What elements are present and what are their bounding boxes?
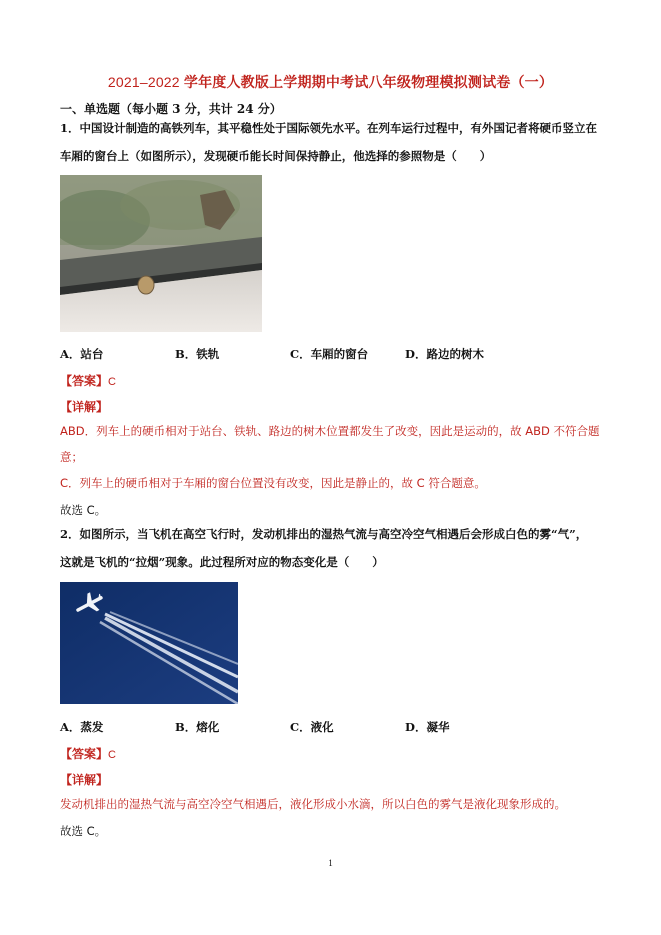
answer-label: 【答案】 [60,374,109,388]
question-1-detail-label: 【详解】 [60,400,109,414]
coin-on-windowsill-photo [60,175,262,332]
question-1-option-c: C．车厢的窗台 [290,347,369,361]
question-1-option-d: D．路边的树木 [405,347,484,361]
question-2-line2: 这就是飞机的“拉烟”现象。此过程所对应的物态变化是（ ） [60,555,384,569]
question-2-explanation [60,791,608,817]
question-2 [60,520,605,576]
explanation-line: 发动机排出的湿热气流与高空冷空气相遇后，液化形成小水滴，所以白色的雾气是液化现象形成的。 [60,797,566,811]
question-1-option-b: B．铁轨 [175,347,220,361]
question-1-image [60,175,262,332]
question-1-conclusion: 故选 C。 [60,503,107,517]
answer-value: C [108,376,116,388]
title-main: 学年度人教版上学期期中考试八年级物理模拟测试卷（一） [183,75,554,91]
answer-label: 【答案】 [60,747,109,761]
page-title [0,72,661,92]
question-1-line2: 车厢的窗台上（如图所示），发现硬币能长时间保持静止，他选择的参照物是（ ） [60,149,492,163]
explanation-line: ABD．列车上的硬币相对于站台、铁轨、路边的树木位置都发生了改变，因此是运动的，故 ABD 不符合题 [60,424,600,438]
question-2-answer [60,745,116,762]
question-1-option-a: A．站台 [60,347,104,361]
answer-value: C [108,749,116,761]
airplane-contrail-photo [60,582,238,704]
question-1-line1: 1．中国设计制造的高铁列车，其平稳性处于国际领先水平。在列车运行过程中，有外国记者将硬币竖立在 [60,121,597,135]
page-number: 1 [328,858,333,868]
question-2-conclusion: 故选 C。 [60,824,107,838]
question-2-line1: 2．如图所示，当飞机在高空飞行时，发动机排出的湿热气流与高空冷空气相遇后会形成白色的雾“气”， [60,527,588,541]
question-2-image [60,582,238,704]
explanation-line: 意； [60,450,83,464]
question-2-option-d: D．凝华 [405,720,450,734]
explanation-line: C．列车上的硬币相对于车厢的窗台位置没有改变，因此是静止的，故 C 符合题意。 [60,476,486,490]
coin [138,276,154,294]
question-2-option-a: A．蒸发 [60,720,104,734]
question-1-explanation [60,418,608,496]
question-1-answer [60,372,116,389]
question-2-option-c: C．液化 [290,720,334,734]
title-year: 2021–2022 [107,74,184,90]
question-2-detail-label: 【详解】 [60,773,109,787]
section-heading: 一、单选题（每小题 3 分，共计 24 分） [60,102,282,116]
question-1 [60,114,605,170]
question-2-option-b: B．熔化 [175,720,220,734]
